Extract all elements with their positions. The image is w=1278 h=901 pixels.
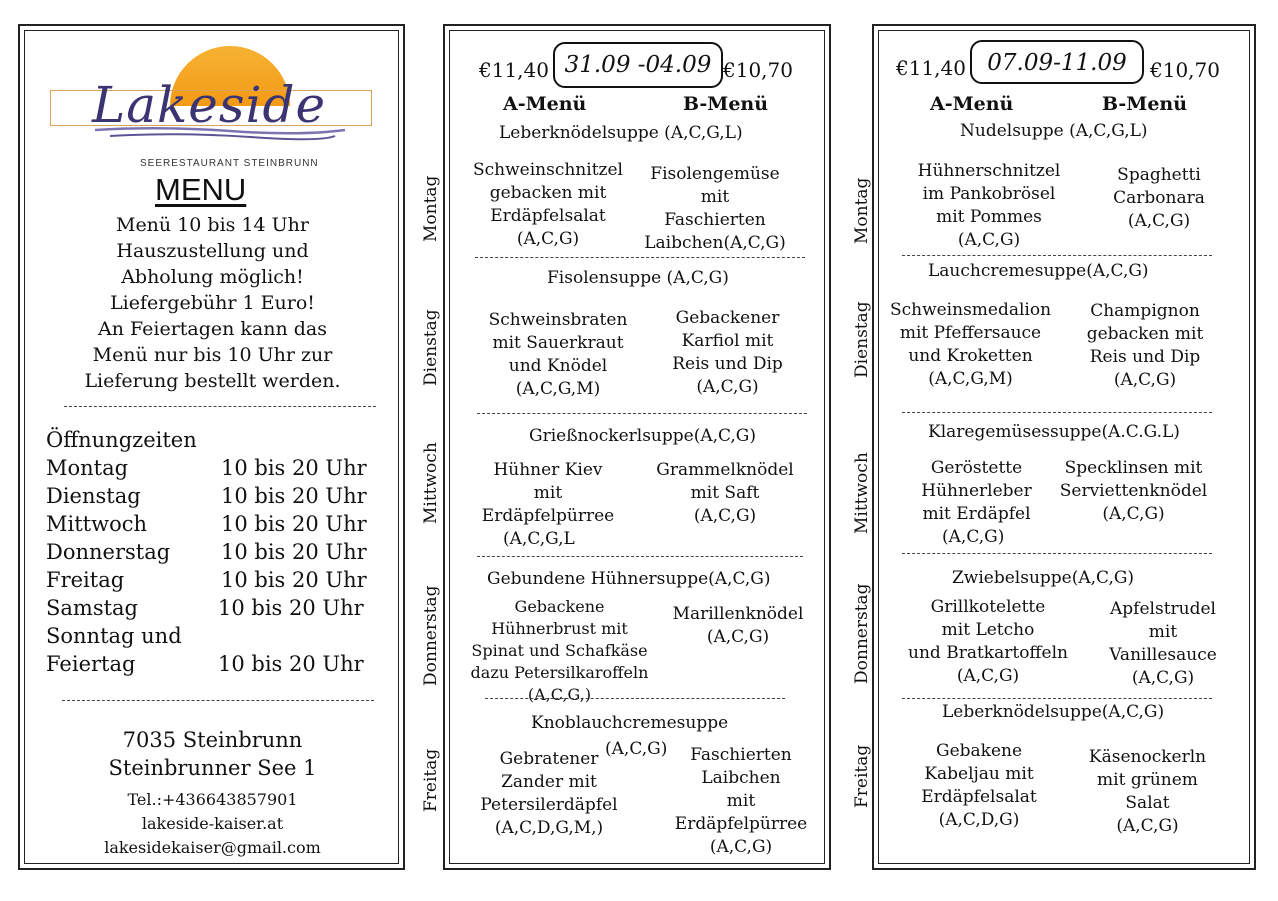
dish-line: mit [533,483,563,503]
a-dish [894,160,1084,252]
dish-line: mit grünem [1097,770,1198,790]
dish-line: Spinat und Schafkäse [471,641,648,660]
dish-line: (A,C,G) [1102,504,1165,524]
dish-line: und Kroketten [908,346,1033,366]
dish-line: Petersilerdäpfel [480,795,618,815]
day-label: Dienstag [421,309,441,386]
contact [40,788,385,860]
b-dish [1046,457,1221,526]
soup: Leberknödelsuppe(A,C,G) [942,702,1165,722]
divider [477,413,807,414]
b-dish [1088,598,1238,690]
dish-line: gebacken mit [1086,324,1204,344]
soup: Gebundene Hühnersuppe(A,C,G) [487,569,771,589]
phone-number: Tel.:+436643857901 [127,790,298,809]
price-b: €10,70 [723,58,793,82]
hours-day: Dienstag [46,484,141,508]
dish-line: Salat [1125,793,1170,813]
dish-line: Zander mit [501,772,597,792]
date-range: 07.09-11.09 [970,40,1144,84]
logo-word: Lakeside [92,76,327,134]
b-dish [1084,164,1234,233]
dish-line: Serviettenknödel [1059,481,1208,501]
soup-allergens: (A,C,G) [605,739,668,759]
b-menu-label: B-Menü [1102,93,1188,115]
dish-line: dazu Petersilkaroffeln [470,663,649,682]
dish-line: Käsenockerln [1088,747,1207,767]
dish-line: Carbonara [1113,188,1205,208]
dish-line: (A,C,G) [696,377,759,397]
dish-line: mit Erdäpfel [922,504,1031,524]
week1-panel [421,24,831,870]
dish-line: (A,C,G) [706,627,770,647]
price-a: €11,40 [479,58,549,82]
day-label: Freitag [421,748,441,812]
hours-time: 10 bis 20 Uhr [221,456,367,480]
divider [902,553,1212,554]
day-label: Dienstag [852,301,872,378]
soup: Nudelsuppe (A,C,G,L) [960,121,1148,141]
hours-time: 10 bis 20 Uhr [218,652,364,676]
b-dish [640,459,810,528]
dish-line: (A,C,G) [693,506,757,526]
waves-icon [90,126,350,142]
address [40,726,385,782]
divider [902,255,1212,256]
dish-line: Champignon [1090,301,1200,321]
divider [62,700,374,701]
hours-day: Montag [46,456,129,480]
divider [485,698,785,699]
dish-line: (A,C,G,) [527,685,592,704]
a-dish [463,459,633,551]
day-label: Montag [852,177,872,244]
dish-line: mit Letcho [941,620,1035,640]
dish-line: Schweinsmedalion [889,300,1052,320]
soup: Grießnockerlsuppe(A,C,G) [529,426,757,446]
dish-line: (A,C,G) [1116,816,1179,836]
logo-subtitle: SEERESTAURANT STEINBRUNN [140,158,319,169]
dish-line: mit [726,791,756,811]
hours-time: 10 bis 20 Uhr [221,512,367,536]
dish-line: (A,C,G,L [503,529,575,549]
b-dish [635,163,795,255]
a-dish [463,309,653,401]
dish-line: Schweinschnitzel [473,160,623,180]
dish-line: Gebratener [499,749,599,769]
address-line: 7035 Steinbrunn [122,728,303,752]
dish-line: Erdäpfelpürree [481,506,615,526]
dish-line: mit Sauerkraut [492,333,624,353]
soup: Fisolensuppe (A,C,G) [547,268,729,288]
dish-line: Apfelstrudel [1110,599,1216,619]
divider [902,412,1212,413]
dish-line: Hühner Kiev [493,460,603,480]
dish-line: (A,C,G) [709,837,773,857]
info-line: Abholung möglich! [121,266,304,288]
dish-line: Vanillesauce [1109,645,1217,665]
dish-line: mit Pommes [936,207,1042,227]
dish-line: Hühnerleber [921,481,1032,501]
dish-line: mit [1148,622,1178,642]
soup: Leberknödelsuppe (A,C,G,L) [499,123,743,143]
dish-line: Laibchen [701,768,781,788]
a-dish [463,748,635,840]
info-line: Hauszustellung und [116,240,309,262]
day-label: Mittwoch [852,452,872,534]
dish-line: (A,C,G) [1113,370,1177,390]
dish-line: Erdäpfelsalat [490,206,606,226]
dish-line: (A,C,G) [1127,211,1191,231]
dish-line: Karfiol mit [681,331,774,351]
dish-line: (A,C,G) [957,230,1021,250]
info-line: Menü 10 bis 14 Uhr [115,214,309,236]
info-line: An Feiertagen kann das [97,318,328,340]
divider [475,257,805,258]
date-range: 31.09 -04.09 [553,42,723,88]
b-dish [645,307,810,399]
b-menu-label: B-Menü [683,93,769,115]
dish-line: gebacken mit [489,183,607,203]
dish-line: Laibchen(A,C,G) [644,233,786,253]
dish-line: Faschierten [664,210,766,230]
day-label: Donnerstag [421,585,441,686]
dish-line: Specklinsen mit [1064,458,1203,478]
dish-line: Hühnerschnitzel [917,161,1061,181]
day-label: Montag [421,175,441,242]
hours-day: Donnerstag [46,540,171,564]
soup: Klaregemüsessuppe(A.C.G.L) [928,422,1180,442]
email: lakesidekaiser@gmail.com [104,838,321,857]
hours-day: Sonntag und [46,624,182,648]
hours-day: Mittwoch [46,512,148,536]
hours-time: 10 bis 20 Uhr [221,568,367,592]
dish-line: Spaghetti [1117,165,1201,185]
week2-panel [852,24,1256,870]
dish-line: und Knödel [508,356,608,376]
day-label: Mittwoch [421,442,441,524]
a-dish [888,596,1088,688]
dish-line: Schweinsbraten [488,310,628,330]
dish-line: (A,C,G) [1131,668,1195,688]
soup: Knoblauchcremesuppe [531,713,729,733]
dish-line: Marillenknödel [672,604,804,624]
hours-time: 10 bis 20 Uhr [221,540,367,564]
dish-line: Faschierten [690,745,792,765]
dish-line: Kabeljau mit [924,764,1034,784]
a-dish [894,740,1064,832]
dish-line: Gebakene [935,741,1023,761]
b-dish [657,744,825,859]
price-b: €10,70 [1150,58,1220,82]
dish-line: (A,C,G) [942,527,1005,547]
website: lakeside-kaiser.at [141,814,284,833]
soup: Zwiebelsuppe(A,C,G) [952,568,1135,588]
dish-line: im Pankobrösel [922,184,1056,204]
a-dish [457,596,662,706]
divider [902,698,1212,699]
address-line: Steinbrunner See 1 [108,756,317,780]
dish-line: Fisolengemüse [650,164,780,184]
dish-line: Geröstette [930,458,1023,478]
dish-line: Grillkotelette [930,597,1046,617]
dish-line: und Bratkartoffeln [908,643,1068,663]
day-label: Freitag [852,744,872,808]
a-dish [894,457,1059,549]
a-menu-label: A-Menü [503,93,587,115]
dish-line: Gebackener [675,308,780,328]
dish-line: Erdäpfelsalat [921,787,1037,807]
divider [477,556,803,557]
a-dish [463,159,633,251]
a-dish [878,299,1063,391]
dish-line: Grammelknödel [656,460,794,480]
dish-line: (A,C,D,G) [938,810,1020,830]
dish-line: Gebackene [514,597,605,616]
hours-day: Freitag [46,568,125,592]
hours-time: 10 bis 20 Uhr [218,596,364,620]
info-panel [18,24,405,870]
hours-time: 10 bis 20 Uhr [221,484,367,508]
menu-title: MENU [155,172,247,207]
hours-day: Feiertag [46,652,136,676]
hours-title: Öffnungzeiten [46,428,197,452]
dish-line: mit Saft [690,483,760,503]
hours-day: Samstag [46,596,138,620]
dish-line: (A,C,G) [516,229,580,249]
a-menu-label: A-Menü [930,93,1014,115]
dish-line: (A,C,D,G,M,) [494,818,604,838]
dish-line: (A,C,G,M) [928,369,1013,389]
info-line: Menü nur bis 10 Uhr zur [92,344,333,366]
info-line: Liefergebühr 1 Euro! [110,292,315,314]
dish-line: (A,C,G,M) [515,379,601,399]
price-a: €11,40 [896,56,966,80]
dish-line: Reis und Dip [1089,347,1201,367]
b-dish [1070,746,1225,838]
divider [64,406,376,407]
day-label: Donnerstag [852,583,872,684]
soup: Lauchcremesuppe(A,C,G) [928,261,1149,281]
restaurant-logo [50,46,390,169]
b-dish [653,603,823,649]
info-line: Lieferung bestellt werden. [84,370,341,392]
dish-line: mit [700,187,730,207]
dish-line: mit Pfeffersauce [899,323,1042,343]
dish-line: Erdäpfelpürree [674,814,808,834]
info-text [40,212,385,394]
dish-line: Reis und Dip [672,354,783,374]
dish-line: Hühnerbrust mit [491,619,628,638]
b-dish [1070,300,1220,392]
dish-line: (A,C,G) [956,666,1020,686]
